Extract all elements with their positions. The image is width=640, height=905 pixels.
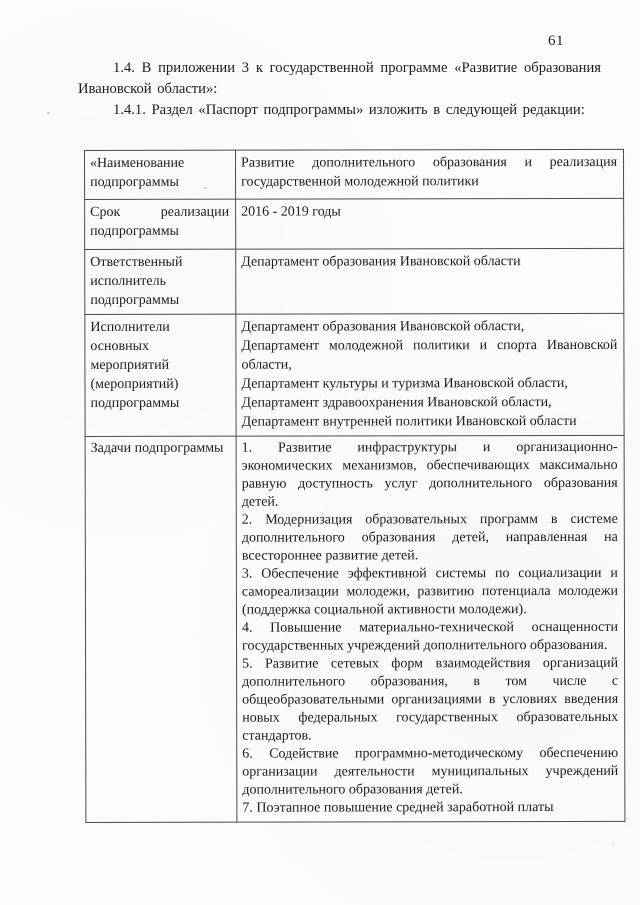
- task-item: 5. Развитие сетевых форм взаимодействия организаций дополнительного образования, в том числе с общеобразовательными организациями в условиях введения новых федеральных государственных образовательных стандартов.: [242, 655, 619, 744]
- scan-speck: [612, 843, 614, 845]
- paragraph-1-4: 1.4. В приложении 3 к государственной программе «Развитие образования Ивановской области»:: [78, 60, 601, 97]
- task-item: 1. Развитие инфраструктуры и организационно-экономических механизмов, обеспечивающих максимально равную доступность услуг дополнительного образования детей.: [241, 439, 618, 510]
- document-body: [78, 58, 601, 121]
- executor-line: Департамент образования Ивановской области,: [241, 319, 525, 335]
- table-row-tasks: [85, 435, 625, 822]
- row-value-term: 2016 - 2019 годы: [236, 198, 624, 249]
- scan-speck: [47, 112, 50, 114]
- page-number: 61: [548, 33, 564, 49]
- row-value-executors: [236, 313, 624, 436]
- executor-line: Департамент молодежной политики и спорта Ивановской области,: [241, 337, 618, 373]
- table-row-responsible-executor: [85, 248, 624, 314]
- task-item: 6. Содействие программно-методическому обеспечению организации деятельности муниципальных учреждений дополнительного образования детей.: [242, 745, 619, 798]
- row-value-name: Развитие дополнительного образования и реализация государственной молодежной политики: [236, 149, 624, 199]
- task-item: 2. Модернизация образовательных программ в системе дополнительного образования детей, направленная на всестороннее развитие детей.: [241, 511, 618, 564]
- row-label-tasks: Задачи подпрограммы: [85, 436, 237, 822]
- task-item: 7. Поэтапное повышение средней заработной платы: [242, 800, 554, 816]
- task-item: 3. Обеспечение эффективной системы по социализации и самореализации молодежи, развитию потенциала молодежи (поддержка социальной активности молодежи).: [241, 565, 618, 618]
- row-label-name: «Наименование подпрограммы: [85, 150, 236, 199]
- scan-speck: [203, 187, 207, 189]
- paragraph-1-4-1: 1.4.1. Раздел «Паспорт подпрограммы» изложить в следующей редакции:: [113, 102, 585, 118]
- row-value-tasks: [236, 435, 625, 822]
- row-label-responsible-executor: Ответственный исполнитель подпрограммы: [85, 249, 236, 314]
- subprogram-passport-table: [84, 149, 625, 823]
- executor-line: Департамент здравоохранения Ивановской области,: [241, 395, 552, 411]
- table-row-executors: [85, 313, 624, 436]
- table-row-term: [85, 198, 624, 249]
- row-value-responsible-executor: Департамент образования Ивановской области: [236, 248, 624, 314]
- row-label-executors: Исполнители основных мероприятий (мероприятий) подпрограммы: [85, 314, 236, 436]
- task-item: 4. Повышение материально-технической оснащенности государственных учреждений дополнительного образования.: [241, 619, 619, 654]
- table-row-name: [85, 149, 624, 199]
- row-label-term: Срок реализации подпрограммы: [85, 199, 236, 249]
- executor-line: Департамент культуры и туризма Ивановской области,: [241, 375, 568, 392]
- executor-line: Департамент внутренней политики Ивановской области: [241, 413, 577, 430]
